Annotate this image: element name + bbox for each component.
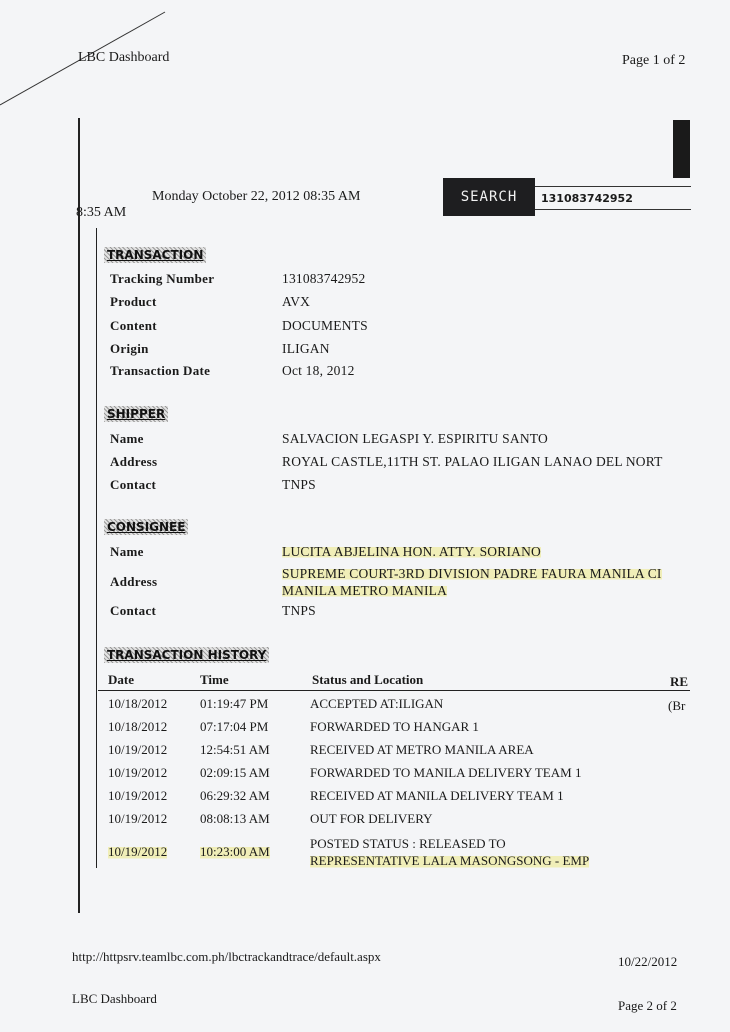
history-date: 10/19/2012 <box>108 765 168 780</box>
shipper-name-label: Name <box>110 431 144 446</box>
shipper-contact-label: Contact <box>110 477 157 492</box>
history-status: FORWARDED TO HANGAR 1 <box>310 719 479 734</box>
consignee-address-value: SUPREME COURT-3RD DIVISION PADRE FAURA MANILA CI <box>282 566 662 581</box>
history-time: 06:29:32 AM <box>200 788 270 803</box>
history-date: 10/18/2012 <box>108 696 168 711</box>
transaction-date-label: Transaction Date <box>110 363 211 378</box>
history-col-time: Time <box>200 672 229 687</box>
history-status: FORWARDED TO MANILA DELIVERY TEAM 1 <box>310 765 582 780</box>
shipper-contact-value: TNPS <box>282 477 316 492</box>
history-status: POSTED STATUS : RELEASED TO <box>310 836 506 851</box>
table-row <box>108 742 698 762</box>
history-side-note: (Br <box>668 698 686 713</box>
next-page-title: LBC Dashboard <box>72 991 157 1006</box>
search-button[interactable] <box>443 178 535 216</box>
history-status: ACCEPTED AT:ILIGAN <box>310 696 444 711</box>
shipper-address-value: ROYAL CASTLE,11TH ST. PALAO ILIGAN LANAO DEL NORT <box>282 454 663 469</box>
tracking-number-value: 131083742952 <box>282 271 366 286</box>
product-label: Product <box>110 294 157 309</box>
table-row <box>108 765 698 785</box>
search-button-label: SEARCH <box>460 189 518 205</box>
content-value: DOCUMENTS <box>282 318 368 333</box>
history-time: 02:09:15 AM <box>200 765 270 780</box>
history-col-date: Date <box>108 672 134 687</box>
consignee-name-label: Name <box>110 544 144 559</box>
current-datetime: Monday October 22, 2012 08:35 AM <box>152 189 361 204</box>
footer-date: 10/22/2012 <box>618 954 678 969</box>
history-date: 10/18/2012 <box>108 719 168 734</box>
consignee-address-value-line2: MANILA METRO MANILA <box>282 583 448 598</box>
consignee-contact-label: Contact <box>110 603 157 618</box>
consignee-name-value: LUCITA ABJELINA HON. ATTY. SORIANO <box>282 544 541 559</box>
history-status: OUT FOR DELIVERY <box>310 811 433 826</box>
consignee-address-label: Address <box>110 574 158 589</box>
history-col-re: RE <box>670 674 689 689</box>
history-col-status: Status and Location <box>312 672 424 687</box>
table-row <box>108 719 698 739</box>
footer-url: http://httpsrv.teamlbc.com.ph/lbctrackandtrace/default.aspx <box>72 949 381 964</box>
history-time: 12:54:51 AM <box>200 742 270 757</box>
history-date: 10/19/2012 <box>108 844 168 859</box>
dark-edge-block <box>673 120 690 178</box>
history-status: RECEIVED AT MANILA DELIVERY TEAM 1 <box>310 788 564 803</box>
frame-left-line <box>78 118 80 913</box>
table-row <box>108 811 698 831</box>
history-section-label: TRANSACTION HISTORY <box>104 647 269 663</box>
content-label: Content <box>110 318 157 333</box>
frame-inner-line <box>96 228 97 868</box>
shipper-name-value: SALVACION LEGASPI Y. ESPIRITU SANTO <box>282 431 548 446</box>
print-header-page: Page 1 of 2 <box>622 53 686 68</box>
print-header-title: LBC Dashboard <box>78 50 170 65</box>
origin-value: ILIGAN <box>282 341 330 356</box>
shipper-section-label: SHIPPER <box>104 406 168 422</box>
transaction-date-value: Oct 18, 2012 <box>282 363 355 378</box>
history-date: 10/19/2012 <box>108 788 168 803</box>
table-row <box>108 696 698 716</box>
history-time: 01:19:47 PM <box>200 696 269 711</box>
consignee-contact-value: TNPS <box>282 603 316 618</box>
table-row <box>108 836 698 868</box>
time-fragment: 8:35 AM <box>76 205 127 220</box>
history-time: 10:23:00 AM <box>200 844 270 859</box>
product-value: AVX <box>282 294 311 309</box>
history-time: 07:17:04 PM <box>200 719 269 734</box>
origin-label: Origin <box>110 341 149 356</box>
transaction-section-label: TRANSACTION <box>104 247 206 263</box>
history-date: 10/19/2012 <box>108 742 168 757</box>
shipper-address-label: Address <box>110 454 158 469</box>
consignee-section-label: CONSIGNEE <box>104 519 188 535</box>
history-header-divider <box>98 690 690 691</box>
next-page-number: Page 2 of 2 <box>618 998 677 1013</box>
tracking-search-input[interactable]: 131083742952 <box>535 186 691 210</box>
history-date: 10/19/2012 <box>108 811 168 826</box>
table-row <box>108 788 698 808</box>
history-status: RECEIVED AT METRO MANILA AREA <box>310 742 534 757</box>
history-time: 08:08:13 AM <box>200 811 270 826</box>
tracking-number-label: Tracking Number <box>110 271 215 286</box>
history-status-line2: REPRESENTATIVE LALA MASONGSONG - EMP <box>310 853 590 868</box>
